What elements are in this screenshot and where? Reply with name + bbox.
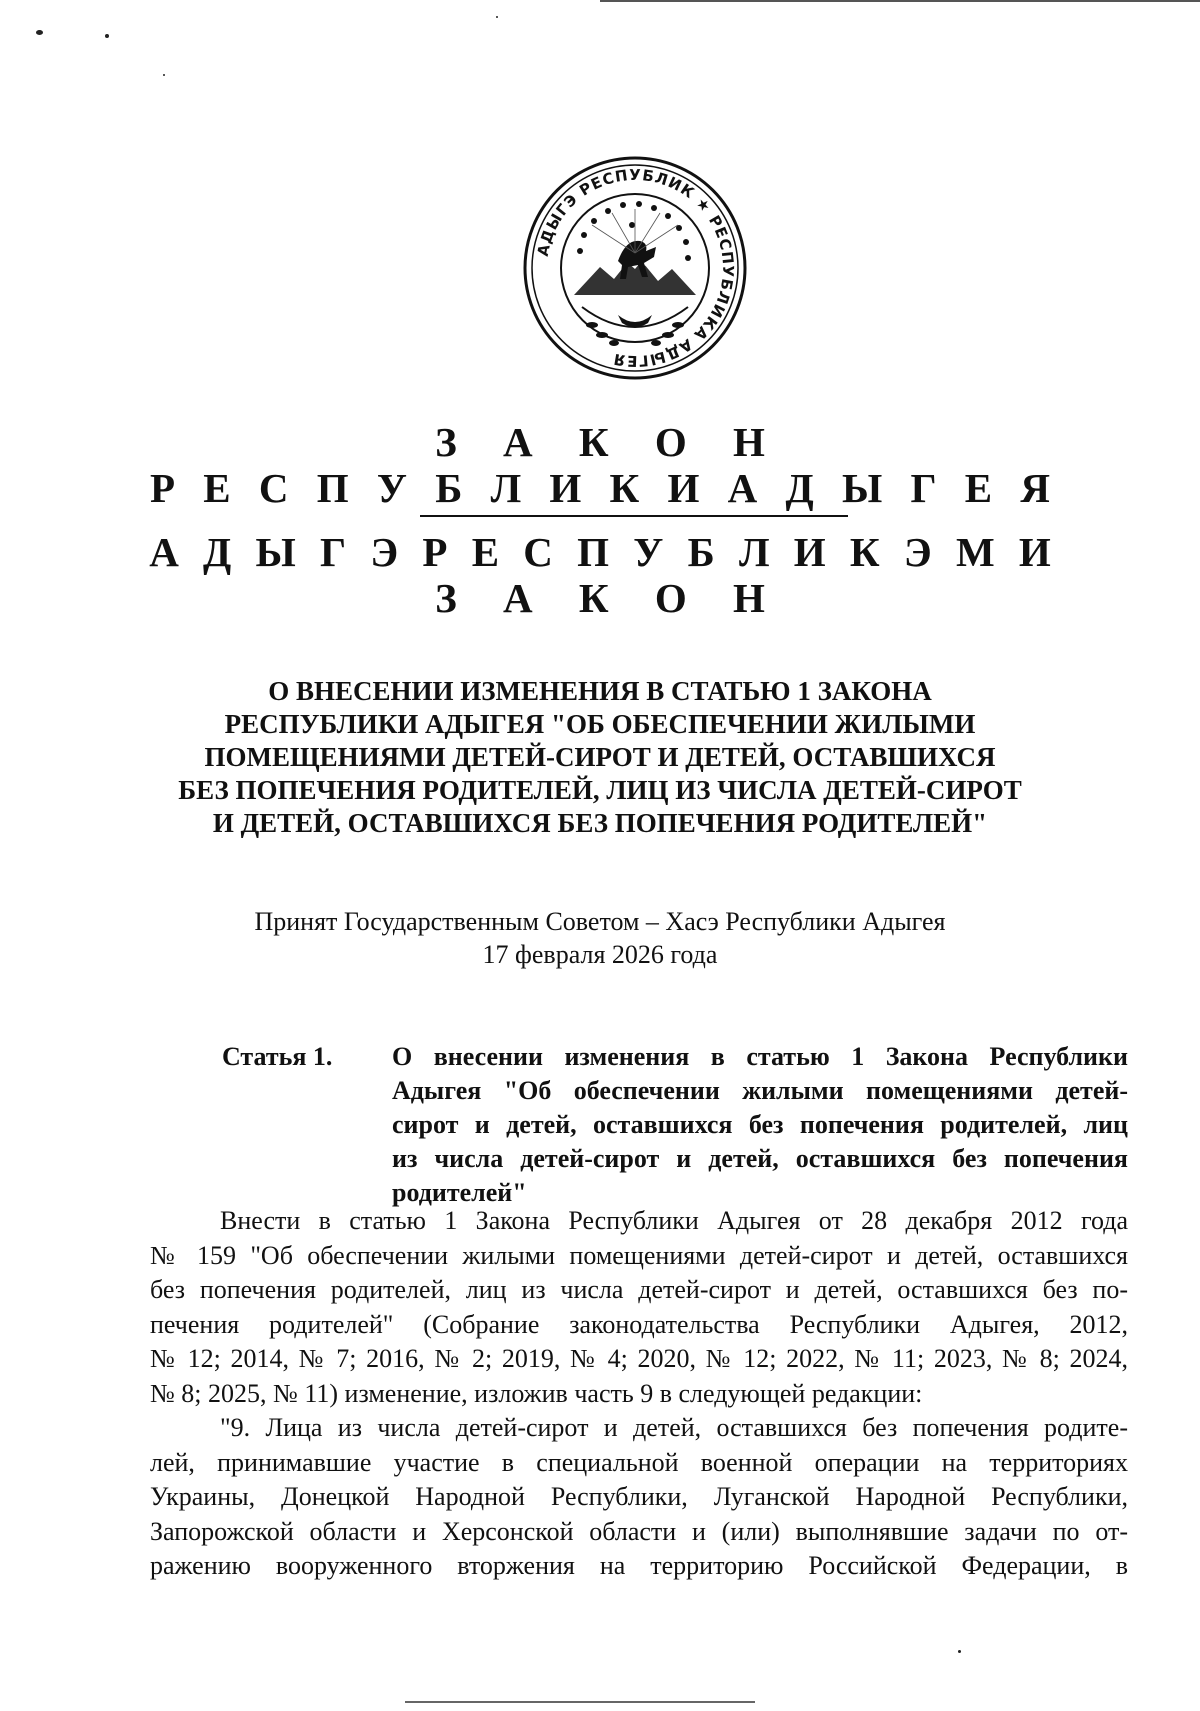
body-line: Запорожской области и Херсонской области и (или) выполнявшие задачи по от- [150,1516,1128,1546]
law-title: З А К О Н [435,419,783,465]
body-line: Внести в статью 1 Закона Республики Адыгея от 28 декабря 2012 года [220,1206,1128,1235]
scan-edge-line [405,1701,755,1703]
scan-edge-line [600,0,1200,2]
law-title-adyghe: З А К О Н [435,575,783,621]
scan-speck [36,30,43,35]
subject-line: БЕЗ ПОПЕЧЕНИЯ РОДИТЕЛЕЙ, ЛИЦ ИЗ ЧИСЛА ДЕТЕЙ-СИРОТ [178,775,1022,805]
scan-speck [163,74,165,76]
article-body [150,1204,1128,1584]
body-line: Украины, Донецкой Народной Республики, Луганской Народной Республики, [150,1482,1128,1511]
republic-name-russian: Р Е С П У Б Л И К И А Д Ы Г Е Я [149,465,1059,511]
body-line: печения родителей" (Собрание законодательства Республики Адыгея, 2012, [150,1309,1128,1339]
subject-line: ПОМЕЩЕНИЯМИ ДЕТЕЙ-СИРОТ И ДЕТЕЙ, ОСТАВШИХСЯ [204,742,996,772]
body-line: № 8; 2025, № 11) изменение, изложив часть 9 в следующей редакции: [150,1378,923,1408]
scan-speck [496,16,498,18]
coat-of-arms-emblem [522,155,748,381]
body-line: № 159 "Об обеспечении жилыми помещениями детей-сирот и детей, оставшихся [150,1240,1128,1270]
scan-speck [105,34,109,38]
body-line: ражению вооруженного вторжения на территорию Российской Федерации, в [150,1551,1128,1580]
article-title-line: О внесении изменения в статью 1 Закона Республики [392,1042,1128,1071]
svg-text:АДЫГЭ РЕСПУБЛИК ★ РЕСПУБЛИКА А: АДЫГЭ РЕСПУБЛИК ★ РЕСПУБЛИКА АДЫГЕЯ [533,165,738,371]
title-divider [420,515,848,517]
article-title-line: родителей" [392,1178,527,1207]
adoption-note [0,905,1200,971]
article-title-line: из числа детей-сирот и детей, оставшихся без попечения [392,1144,1128,1173]
article-title-line: Адыгея "Об обеспечении жилыми помещениями детей- [392,1076,1128,1105]
adoption-body: Принят Государственным Советом – Хасэ Республики Адыгея [254,907,946,936]
subject-line: О ВНЕСЕНИИ ИЗМЕНЕНИЯ В СТАТЬЮ 1 ЗАКОНА [268,676,932,706]
subject-line: И ДЕТЕЙ, ОСТАВШИХСЯ БЕЗ ПОПЕЧЕНИЯ РОДИТЕЛЕЙ" [212,808,988,838]
article-title [392,1040,1128,1210]
body-line: без попечения родителей, лиц из числа детей-сирот и детей, оставшихся без по- [150,1275,1128,1304]
body-line: лей, принимавшие участие в специальной военной операции на территориях [150,1447,1128,1477]
article-label: Статья 1. [222,1042,333,1071]
law-subject [0,675,1200,840]
body-line: "9. Лица из числа детей-сирот и детей, оставшихся без попечения родите- [220,1413,1128,1442]
scan-speck [958,1650,961,1653]
article-title-line: сирот и детей, оставшихся без попечения родителей, лиц [392,1110,1128,1139]
subject-line: РЕСПУБЛИКИ АДЫГЕЯ "ОБ ОБЕСПЕЧЕНИИ ЖИЛЫМИ [224,709,976,739]
adoption-date: 17 февраля 2026 года [482,940,718,969]
body-line: № 12; 2014, № 7; 2016, № 2; 2019, № 4; 2020, № 12; 2022, № 11; 2023, № 8; 2024, [150,1344,1128,1373]
republic-name-adyghe: А Д Ы Г Э Р Е С П У Б Л И К Э М И [149,529,1058,575]
